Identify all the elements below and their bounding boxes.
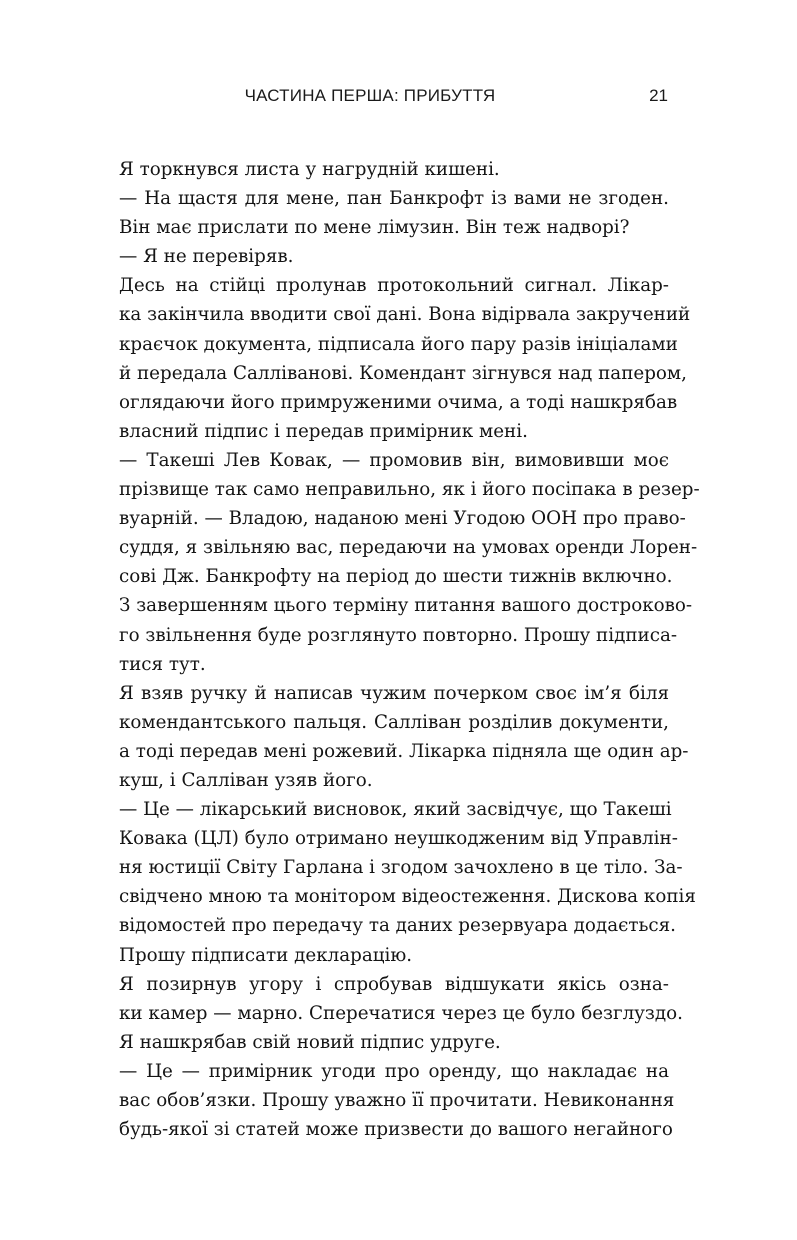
- text-line: Десь на стійці пролунав протокольний сигнал. Лікар-: [119, 275, 669, 297]
- text-line: вуарній. — Владою, наданою мені Угодою ООН про право-: [119, 508, 686, 530]
- text-line: а тоді передав мені рожевий. Лікарка підняла ще один ар-: [119, 740, 689, 762]
- text-line: — Це — лікарський висновок, який засвідчує, що Такеші: [119, 799, 672, 821]
- text-line: суддя, я звільняю вас, передаючи на умовах оренди Лорен-: [119, 537, 698, 559]
- text-line: вас обов’язки. Прошу уважно її прочитати. Невиконання: [119, 1090, 675, 1111]
- text-line: — Такеші Лев Ковак, — промовив він, вимовивши моє: [119, 449, 669, 471]
- text-line: — Це — примірник угоди про оренду, що накладає на: [119, 1060, 669, 1082]
- running-head-title: ЧАСТИНА ПЕРША: ПРИБУТТЯ: [244, 86, 496, 105]
- text-line: й передала Салліванові. Комендант зігнувся над папером,: [119, 362, 687, 384]
- running-head: [0, 86, 797, 110]
- text-line: — Я не перевіряв.: [119, 246, 294, 268]
- text-line: оглядаючи його примруженими очима, а тоді нашкрябав: [119, 391, 678, 413]
- text-line: краєчок документа, підписала його пару разів ініціалами: [119, 333, 678, 355]
- text-line: будь-якої зі статей може призвести до вашого негайного: [119, 1119, 673, 1141]
- text-line: Ковака (ЦЛ) було отримано неушкодженим від Управлін-: [119, 828, 678, 850]
- text-line: Прошу підписати декларацію.: [119, 944, 413, 966]
- text-line: відомостей про передачу та даних резервуара додається.: [119, 915, 676, 937]
- text-line: Я нашкрябав свій новий підпис удруге.: [119, 1031, 501, 1053]
- text-line: го звільнення буде розглянуто повторно. Прошу підписа-: [119, 624, 678, 646]
- text-line: Він має прислати по мене лімузин. Він теж надворі?: [119, 217, 630, 239]
- text-line: прізвище так само неправильно, як і його посіпака в резер-: [119, 479, 700, 501]
- text-line: комендантського пальця. Салліван розділив документи,: [119, 711, 669, 733]
- text-line: ня юстиції Світу Гарлана і згодом зачохлено в це тіло. За-: [119, 857, 683, 879]
- text-line: ки камер — марно. Сперечатися через це було безглуздо.: [119, 1002, 683, 1024]
- text-line: З завершенням цього терміну питання вашого достроково-: [119, 595, 693, 617]
- text-line: свідчено мною та монітором відеостеження. Дискова копія: [119, 886, 696, 908]
- text-line: Я взяв ручку й написав чужим почерком своє ім’я біля: [119, 682, 669, 704]
- text-line: ка закінчила вводити свої дані. Вона відірвала закручений: [119, 304, 691, 326]
- text-line: Я позирнув угору і спробував відшукати якісь озна-: [119, 973, 669, 995]
- page-number: 21: [649, 86, 668, 105]
- text-line: — На щастя для мене, пан Банкрофт із вами не згоден.: [119, 188, 669, 210]
- text-line: тися тут.: [119, 653, 206, 675]
- text-line: куш, і Салліван узяв його.: [119, 769, 373, 791]
- text-line: власний підпис і передав примірник мені.: [119, 420, 528, 442]
- body-text: [119, 155, 700, 1144]
- text-line: сові Дж. Банкрофту на період до шести тижнів включно.: [119, 566, 673, 588]
- text-line: Я торкнувся листа у нагрудній кишені.: [119, 159, 500, 180]
